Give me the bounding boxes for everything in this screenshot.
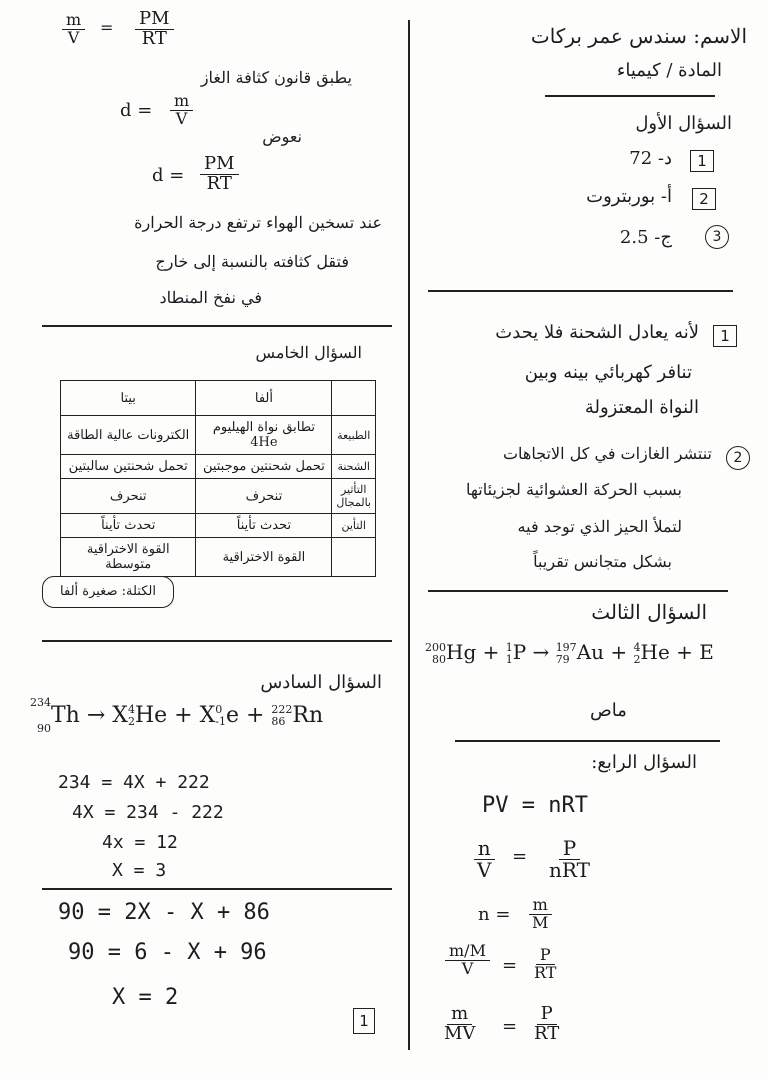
q1-title: السؤال الأول xyxy=(635,113,732,134)
cell-beta: تحمل شحنتين سالبتين xyxy=(61,455,196,479)
row-head: الطبيعة xyxy=(332,416,376,455)
density-eq2-right: $\frac{m}{V}$ xyxy=(170,93,193,128)
q1-answer-2: أ- بوربتروت xyxy=(586,186,672,207)
density-eq2-left: d = xyxy=(120,100,153,121)
q4-eq3-right: $\frac{m}{M}$ xyxy=(528,897,552,932)
q4-ideal-gas-law: PV = nRT xyxy=(482,793,588,818)
q6-work-line-4: X = 3 xyxy=(112,860,167,881)
left-divider-3 xyxy=(42,888,392,890)
density-explain-line-2: فتقل كثافته بالنسبة إلى خارج xyxy=(155,252,349,271)
cell-alpha: تطابق نواة الهيليوم 4He xyxy=(196,416,332,455)
q2-item-2-number: 2 xyxy=(726,446,750,470)
q4-eq5-equals: = xyxy=(502,1016,518,1037)
q3-title: السؤال الثالث xyxy=(591,600,707,624)
density-eq1-equals: = xyxy=(100,18,114,37)
q6-work-line-2: 4X = 234 - 222 xyxy=(72,802,224,823)
center-divider xyxy=(408,20,410,1050)
student-name: الاسم: سندس عمر بركات xyxy=(530,24,747,48)
q5-title: السؤال الخامس xyxy=(255,343,362,362)
q2-item-2-line-4: بشكل متجانس تقريباً xyxy=(533,552,672,571)
q3-nuclear-equation: 200 80Hg + 1 1P → 197 79 Au + 4 2He + E xyxy=(425,640,714,666)
q2-item-2-line-2: بسبب الحركة العشوائية لجزيئاتها xyxy=(466,480,682,499)
q2-item-1-line-3: النواة المعتزولة xyxy=(584,397,699,418)
q6-work2-line-3: X = 2 xyxy=(112,985,179,1010)
row-head: الشحنة xyxy=(332,455,376,479)
q6-work-line-3: 4x = 12 xyxy=(102,832,178,853)
q3-result: ماص xyxy=(590,700,627,721)
q1-answer-3: ج- 2.5 xyxy=(619,227,672,248)
q4-eq4-right: $\frac{P}{RT}$ xyxy=(534,945,557,982)
q6-work-line-1: 234 = 4X + 222 xyxy=(58,772,210,793)
cell-alpha: القوة الاختراقية xyxy=(196,538,332,577)
col-alpha-header: ألفا xyxy=(196,381,332,416)
cell-beta: القوة الاختراقية متوسطة xyxy=(61,538,196,577)
cell-alpha: تحدث تأيناً xyxy=(196,514,332,538)
q4-eq5-right: $\frac{P}{RT}$ xyxy=(534,1003,560,1044)
q2-item-2-line-3: لتملأ الحيز الذي توجد فيه xyxy=(517,517,682,536)
cell-beta: تحدث تأيناً xyxy=(61,514,196,538)
q1-answer-1-number: 1 xyxy=(690,150,714,172)
q5-comparison-table xyxy=(60,380,376,577)
q5-extra-cell: الكتلة: صغيرة ألفا xyxy=(42,576,174,608)
table-row xyxy=(61,538,376,577)
q6-decay-equation: 234 90Th → X4 2He + X0 -1e + 222 86 Rn xyxy=(30,696,324,735)
cell-alpha: تحمل شحنتين موجبتين xyxy=(196,455,332,479)
right-divider-1 xyxy=(428,290,733,292)
density-explain-line-1: عند تسخين الهواء ترتفع درجة الحرارة xyxy=(134,213,382,232)
q4-eq2-left: $\frac{n}{V}$ xyxy=(473,838,495,881)
q4-eq4-left: $\frac{m/M}{V}$ xyxy=(445,943,490,978)
q4-eq5-left: $\frac{m}{MV}$ xyxy=(444,1003,476,1044)
table-row xyxy=(61,514,376,538)
q2-item-1-line-1: لأنه يعادل الشحنة فلا يحدث xyxy=(495,322,699,343)
q6-work2-line-1: 90 = 2X - X + 86 xyxy=(58,900,270,925)
page-number-box: 1 xyxy=(353,1008,375,1034)
right-divider-2 xyxy=(428,590,728,592)
density-eq1-right: $\frac{PM}{RT}$ xyxy=(135,10,174,49)
density-eq3-right: $\frac{PM}{RT}$ xyxy=(200,155,239,194)
cell-beta: الكترونات عالية الطاقة xyxy=(61,416,196,455)
q4-eq2-equals: = xyxy=(512,846,528,867)
table-row xyxy=(61,381,376,416)
table-corner-cell xyxy=(332,381,376,416)
table-row xyxy=(61,416,376,455)
row-head: التأين xyxy=(332,514,376,538)
q2-item-2-line-1: تنتشر الغازات في كل الاتجاهات xyxy=(502,444,712,463)
left-divider-1 xyxy=(42,325,392,327)
cell-beta: تنحرف xyxy=(61,479,196,514)
row-head: التأثير بالمجال xyxy=(332,479,376,514)
q1-answer-2-number: 2 xyxy=(692,188,716,210)
q4-eq3-left: n = xyxy=(478,904,511,925)
q1-answer-1: د- 72 xyxy=(629,148,672,169)
q4-eq2-right: P nRT xyxy=(549,836,590,882)
density-explain-line-3: في نفخ المنطاد xyxy=(159,288,262,307)
q2-item-1-number: 1 xyxy=(713,325,737,347)
q6-title: السؤال السادس xyxy=(260,672,382,693)
table-row xyxy=(61,455,376,479)
header-underline xyxy=(545,95,715,97)
col-beta-header: بيتا xyxy=(61,381,196,416)
q4-title: السؤال الرابع: xyxy=(591,752,697,773)
left-divider-2 xyxy=(42,640,392,642)
subject-line: المادة / كيمياء xyxy=(616,60,722,81)
q4-eq4-equals: = xyxy=(502,955,518,976)
cell-alpha: تنحرف xyxy=(196,479,332,514)
density-law-line: يطبق قانون كثافة الغاز xyxy=(200,68,352,87)
table-row xyxy=(61,479,376,514)
density-substitute: نعوض xyxy=(262,127,302,146)
q1-answer-3-number: 3 xyxy=(705,225,729,249)
row-head xyxy=(332,538,376,577)
density-eq1-left: $\frac{m}{V}$ xyxy=(62,12,85,47)
right-divider-3 xyxy=(455,740,720,742)
density-eq3-left: d = xyxy=(152,165,185,186)
q2-item-1-line-2: تنافر كهربائي بينه وبين xyxy=(524,362,692,383)
q6-work2-line-2: 90 = 6 - X + 96 xyxy=(68,940,267,965)
